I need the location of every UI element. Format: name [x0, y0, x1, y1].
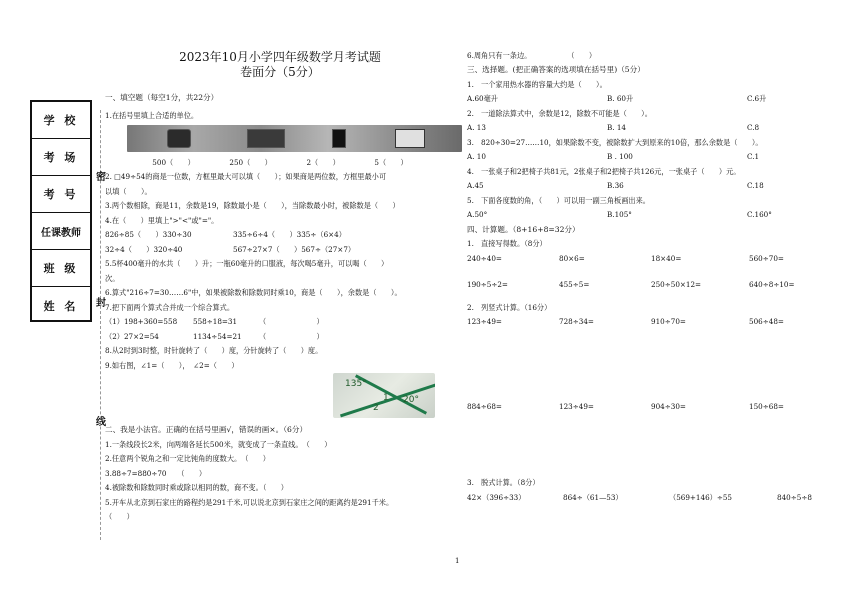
- c5-option-a: A.50°: [467, 210, 488, 220]
- calc-part-3: 3. 脱式计算。（8分）: [467, 478, 540, 488]
- question-6: 6.算式"216÷7=30……6"中，如果被除数和除数同时乘10，商是（ ），余数是（ ）。: [105, 288, 402, 298]
- oral-calc: 190÷5÷2=: [467, 280, 508, 290]
- judge-3: 3.88÷7=880÷70 （ ）: [105, 468, 207, 478]
- oral-calc: 18×40=: [651, 253, 682, 263]
- vertical-calc: 728÷34=: [559, 317, 594, 327]
- section-1-title: 一、填空题（每空1分，共22分）: [105, 92, 219, 102]
- student-info-box: [30, 100, 92, 322]
- c2-option-a: A. 13: [467, 123, 486, 133]
- c1-option-c: C.6升: [747, 94, 767, 104]
- calc-1-row-2: [467, 278, 847, 293]
- class-label: 班 级: [32, 250, 90, 287]
- vertical-calc: 506÷48=: [749, 317, 784, 327]
- judge-1: 1.一条线段长2米，向两端各延长500米，就变成了一条直线。 （ ）: [105, 439, 332, 449]
- c2-option-b: B. 14: [607, 123, 626, 133]
- vertical-calc: 904÷30=: [651, 401, 686, 411]
- choice-5-options: [467, 208, 847, 223]
- choice-1-options: [467, 92, 847, 107]
- name-label: 姓 名: [43, 299, 79, 313]
- oral-calc: 240÷40=: [467, 253, 502, 263]
- question-4: 4.在（ ）里填上">"<"或"="。: [105, 215, 219, 225]
- page-number: 1: [455, 557, 460, 565]
- question-7-part-1: [105, 315, 455, 330]
- right-column: [467, 48, 847, 505]
- vertical-calc: 123÷49=: [559, 401, 594, 411]
- angle-label-2: 2: [373, 402, 379, 413]
- q7-2-expr-b: 1134÷54=21: [193, 331, 242, 341]
- c5-option-c: C.160°: [747, 210, 772, 220]
- unit-captions: [105, 155, 455, 170]
- seal-char-mi: 密: [96, 172, 106, 183]
- question-2a: 2. □49÷54的商是一位数，方框里最大可以填（ ）；如果商是两位数，方框里最小可: [105, 172, 387, 182]
- vertical-calc: 150÷68=: [749, 401, 784, 411]
- compare-1: 826÷85（ ）330÷30: [105, 230, 192, 240]
- choice-1: 1. 一个家用热水器的容量大约是（ ）。: [467, 79, 607, 89]
- c3-option-a: A. 10: [467, 152, 486, 162]
- oral-calc: 250÷50×12=: [651, 280, 702, 290]
- choice-2: 2. 一道除法算式中，余数是12，除数不可能是（ ）。: [467, 108, 652, 118]
- calc-part-1: 1. 直接写得数。（8分）: [467, 239, 547, 249]
- c4-option-b: B.36: [607, 181, 624, 191]
- c1-option-b: B. 60升: [607, 94, 634, 104]
- calc-part-2: 2. 列竖式计算。（16分）: [467, 302, 552, 312]
- compare-2: 335÷6÷4（ ）335÷（6×4）: [233, 230, 346, 240]
- question-7-part-2: [105, 329, 455, 344]
- choice-2-options: [467, 121, 847, 136]
- vertical-calc: 123÷49=: [467, 317, 502, 327]
- question-3: 3.两个数相除，商是11，余数是19，除数最小是（ ），当除数最小时，被除数是（ ）: [105, 201, 400, 211]
- section-2-title: 二、我是小法官。正确的在括号里画√，错误的画×。（6分）: [105, 425, 308, 434]
- q7-1-answer: （ ）: [259, 317, 324, 327]
- question-7: 7.把下面两个算式合并成一个综合算式。: [105, 302, 235, 312]
- unit-objects-photo: [127, 125, 462, 152]
- question-9: 9.如右图，∠1=（ ）， ∠2=（ ）: [105, 360, 239, 370]
- compare-3: 32÷4（ ）320÷40: [105, 244, 183, 254]
- calc-2-row-1: [467, 315, 847, 330]
- caption-1: 500（ ）: [152, 157, 195, 167]
- caption-3: 2（ ）: [306, 157, 340, 167]
- exam-number-label: 考 号: [32, 176, 90, 213]
- exam-subtitle: 卷面分（5分）: [240, 65, 320, 79]
- school-label: 学 校: [32, 102, 90, 139]
- choice-4-options: [467, 179, 847, 194]
- judge-5b: （ ）: [105, 512, 134, 522]
- angle-label-135: 135°: [345, 378, 367, 389]
- q7-1-expr-b: 558÷18=31: [193, 317, 238, 327]
- judge-4: 4.被除数和除数同时乘或除以相同的数，商不变。（ ）: [105, 483, 288, 493]
- caption-2: 250（ ）: [229, 157, 272, 167]
- seal-char-xian: 线: [96, 417, 106, 428]
- section-4-title: 四、计算题。（8+16+8=32分）: [467, 224, 580, 234]
- question-4-row-1: [105, 228, 455, 243]
- angle-label-1: 1: [383, 392, 389, 403]
- stepwise-calc: （569+146）÷55: [669, 492, 733, 502]
- q7-2-answer: （ ）: [259, 331, 324, 341]
- section-3-title: 三、选择题。(把正确答案的选项填在括号里)（5分）: [467, 65, 645, 74]
- oral-calc: 560÷70=: [749, 253, 784, 263]
- judge-5a: 5.开车从北京到石家庄的路程约是291千米,可以说北京到石家庄之间的距离约是291千米。: [105, 497, 394, 507]
- judge-6: 6.周角只有一条边。 （ ）: [467, 50, 597, 60]
- oral-calc: 640÷8÷10=: [749, 280, 795, 290]
- c3-option-b: B . 100: [607, 152, 633, 162]
- c4-option-a: A.45: [467, 181, 484, 191]
- compare-4: 567÷27×7（ ）567÷（27×7）: [233, 244, 356, 254]
- c5-option-b: B.105°: [607, 210, 632, 220]
- caption-4: 5（ ）: [374, 157, 408, 167]
- c1-option-a: A.60毫升: [467, 94, 498, 104]
- question-5b: 次。: [105, 273, 120, 283]
- vertical-calc: 910÷70=: [651, 317, 686, 327]
- choice-5: 5. 下面各度数的角，（ ）可以用一副三角板画出来。: [467, 195, 650, 205]
- oral-calc: 455÷5=: [559, 280, 590, 290]
- stepwise-calc: 42×（396÷33）: [467, 492, 526, 502]
- judge-2: 2.任意两个锐角之和一定比钝角的度数大。 （ ）: [105, 454, 270, 464]
- calc-1-row-1: [467, 251, 847, 266]
- vertical-calc: 884÷68=: [467, 401, 502, 411]
- choice-3-options: [467, 150, 847, 165]
- question-8: 8.从2时到3时整，时针旋转了（ ）度，分针旋转了（ ）度。: [105, 346, 323, 356]
- teacher-label: 任课教师: [32, 213, 90, 250]
- question-1: 1.在括号里填上合适的单位。: [105, 111, 199, 121]
- exam-title: 2023年10月小学四年级数学月考试题: [179, 50, 381, 64]
- question-5a: 5.5杯400毫升的水共（ ）升；一瓶60毫升的口服液，每次喝5毫升，可以喝（ ）: [105, 259, 389, 269]
- choice-4: 4. 一张桌子和2把椅子共81元，2张桌子和2把椅子共126元，一张桌子（ ）元。: [467, 166, 741, 176]
- c3-option-c: C.1: [747, 152, 760, 162]
- q7-2-expr-a: （2）27×2=54: [105, 331, 159, 341]
- seal-char-feng: 封: [96, 298, 106, 309]
- stepwise-calc: 840÷5÷8: [777, 492, 812, 502]
- left-column: [105, 48, 455, 524]
- exam-room-label: 考 场: [32, 139, 90, 176]
- angle-figure: [333, 373, 435, 418]
- calc-2-row-2: [467, 399, 847, 414]
- question-4-row-2: [105, 242, 455, 257]
- q7-1-expr-a: （1）198+360=558: [105, 317, 178, 327]
- stepwise-calc: 864÷（61—53）: [563, 492, 623, 502]
- calc-3-row: [467, 490, 847, 505]
- question-2b: 以填（ ）。: [105, 186, 152, 196]
- c2-option-c: C.8: [747, 123, 760, 133]
- c4-option-c: C.18: [747, 181, 764, 191]
- choice-3: 3. 820÷30=27……10，如果除数不变，被除数扩大到原来的10倍，那么余数是（ ）。: [467, 137, 763, 147]
- oral-calc: 80×6=: [559, 253, 585, 263]
- angle-label-20: 20°: [403, 394, 419, 405]
